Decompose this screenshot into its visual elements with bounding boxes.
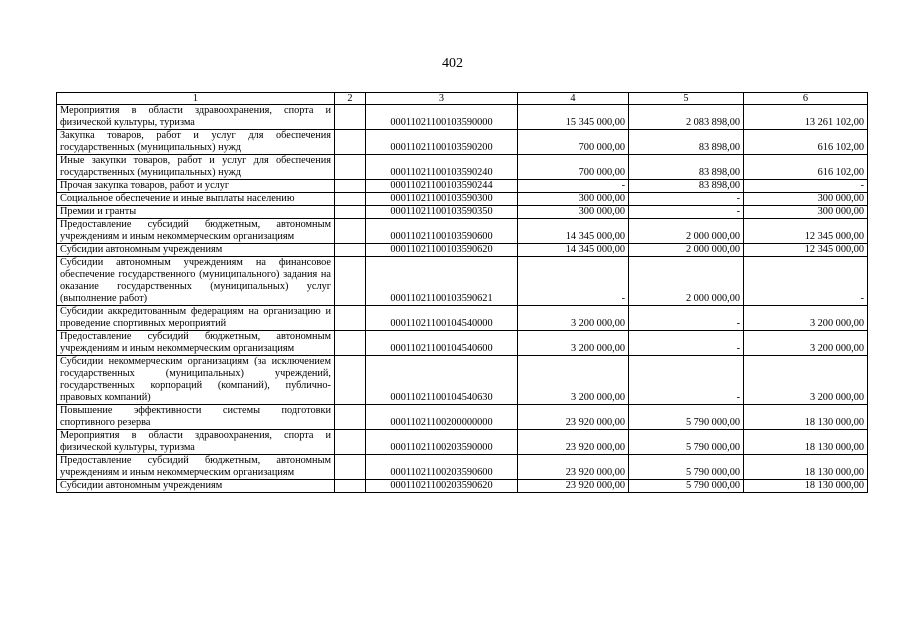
header-cell-6: 6 [744, 93, 868, 105]
row-code [335, 356, 366, 405]
row-value-col6: 616 102,00 [744, 130, 868, 155]
row-value-col6: 18 130 000,00 [744, 480, 868, 493]
row-value-col6: 616 102,00 [744, 155, 868, 180]
row-description: Субсидии автономным учреждениям [57, 244, 335, 257]
row-code [335, 155, 366, 180]
row-code [335, 105, 366, 130]
table-row [57, 331, 868, 356]
row-budget-code: 00011021100103590240 [366, 155, 518, 180]
row-value-col4: 3 200 000,00 [518, 356, 629, 405]
row-value-col5: - [629, 356, 744, 405]
row-budget-code: 00011021100104540600 [366, 331, 518, 356]
table-row [57, 455, 868, 480]
row-description: Субсидии автономным учреждениям [57, 480, 335, 493]
table-row [57, 193, 868, 206]
row-value-col4: 300 000,00 [518, 206, 629, 219]
row-value-col6: 3 200 000,00 [744, 306, 868, 331]
row-budget-code: 00011021100103590000 [366, 105, 518, 130]
row-description: Иные закупки товаров, работ и услуг для обеспечения государственных (муниципальных) нужд [57, 155, 335, 180]
table-row [57, 306, 868, 331]
row-code [335, 193, 366, 206]
row-code [335, 455, 366, 480]
header-row [57, 93, 868, 105]
row-budget-code: 00011021100104540000 [366, 306, 518, 331]
row-value-col5: 5 790 000,00 [629, 455, 744, 480]
row-value-col4: 14 345 000,00 [518, 219, 629, 244]
row-description: Премии и гранты [57, 206, 335, 219]
header-cell-1: 1 [57, 93, 335, 105]
row-value-col5: 83 898,00 [629, 180, 744, 193]
row-description: Мероприятия в области здравоохранения, спорта и физической культуры, туризма [57, 430, 335, 455]
row-value-col4: 14 345 000,00 [518, 244, 629, 257]
row-description: Предоставление субсидий бюджетным, автономным учреждениям и иным некоммерческим организациям [57, 219, 335, 244]
row-code [335, 244, 366, 257]
row-code [335, 219, 366, 244]
row-description: Мероприятия в области здравоохранения, спорта и физической культуры, туризма [57, 105, 335, 130]
row-value-col4: - [518, 180, 629, 193]
row-value-col5: - [629, 206, 744, 219]
table-row [57, 244, 868, 257]
table-row [57, 155, 868, 180]
row-code [335, 206, 366, 219]
row-budget-code: 00011021100103590300 [366, 193, 518, 206]
row-value-col5: 83 898,00 [629, 130, 744, 155]
row-value-col5: 2 000 000,00 [629, 244, 744, 257]
row-budget-code: 00011021100203590620 [366, 480, 518, 493]
row-value-col5: - [629, 193, 744, 206]
table-row [57, 130, 868, 155]
row-value-col6: 12 345 000,00 [744, 244, 868, 257]
row-code [335, 331, 366, 356]
table-row [57, 105, 868, 130]
row-value-col6: 300 000,00 [744, 206, 868, 219]
row-value-col6: - [744, 257, 868, 306]
page-number: 402 [442, 56, 463, 71]
row-value-col4: 700 000,00 [518, 155, 629, 180]
row-description: Закупка товаров, работ и услуг для обеспечения государственных (муниципальных) нужд [57, 130, 335, 155]
row-value-col5: 2 083 898,00 [629, 105, 744, 130]
row-value-col5: 2 000 000,00 [629, 219, 744, 244]
row-budget-code: 00011021100203590600 [366, 455, 518, 480]
header-cell-3: 3 [366, 93, 518, 105]
row-description: Субсидии автономным учреждениям на финансовое обеспечение государственного (муниципального) задания на оказание государственных (муниципальных) услуг (выполнение работ) [57, 257, 335, 306]
row-description: Субсидии аккредитованным федерациям на организацию и проведение спортивных мероприятий [57, 306, 335, 331]
row-budget-code: 00011021100103590620 [366, 244, 518, 257]
row-description: Субсидии некоммерческим организациям (за исключением государственных (муниципальных) учреждений, государственных корпораций (компаний), публично-правовых компаний) [57, 356, 335, 405]
table-row [57, 480, 868, 493]
row-budget-code: 00011021100103590244 [366, 180, 518, 193]
row-value-col5: 5 790 000,00 [629, 430, 744, 455]
row-budget-code: 00011021100200000000 [366, 405, 518, 430]
row-value-col4: 3 200 000,00 [518, 331, 629, 356]
row-value-col4: 700 000,00 [518, 130, 629, 155]
row-description: Социальное обеспечение и иные выплаты населению [57, 193, 335, 206]
row-code [335, 430, 366, 455]
budget-table [56, 92, 868, 493]
row-value-col5: - [629, 306, 744, 331]
row-value-col5: - [629, 331, 744, 356]
row-description: Предоставление субсидий бюджетным, автономным учреждениям и иным некоммерческим организациям [57, 455, 335, 480]
row-value-col4: - [518, 257, 629, 306]
table-row [57, 430, 868, 455]
row-budget-code: 00011021100103590200 [366, 130, 518, 155]
header-cell-2: 2 [335, 93, 366, 105]
row-description: Повышение эффективности системы подготовки спортивного резерва [57, 405, 335, 430]
row-budget-code: 00011021100103590350 [366, 206, 518, 219]
header-cell-5: 5 [629, 93, 744, 105]
row-value-col4: 300 000,00 [518, 193, 629, 206]
row-code [335, 257, 366, 306]
row-budget-code: 00011021100104540630 [366, 356, 518, 405]
row-description: Предоставление субсидий бюджетным, автономным учреждениям и иным некоммерческим организациям [57, 331, 335, 356]
row-value-col6: 13 261 102,00 [744, 105, 868, 130]
table-row [57, 405, 868, 430]
row-budget-code: 00011021100103590600 [366, 219, 518, 244]
table-row [57, 206, 868, 219]
row-code [335, 405, 366, 430]
row-code [335, 180, 366, 193]
table-row [57, 257, 868, 306]
row-code [335, 306, 366, 331]
row-code [335, 130, 366, 155]
row-value-col6: 12 345 000,00 [744, 219, 868, 244]
row-value-col4: 3 200 000,00 [518, 306, 629, 331]
row-value-col4: 23 920 000,00 [518, 480, 629, 493]
row-value-col4: 15 345 000,00 [518, 105, 629, 130]
row-value-col6: - [744, 180, 868, 193]
row-value-col6: 3 200 000,00 [744, 331, 868, 356]
row-value-col6: 18 130 000,00 [744, 405, 868, 430]
row-budget-code: 00011021100103590621 [366, 257, 518, 306]
table-row [57, 356, 868, 405]
table-body [57, 105, 868, 493]
row-value-col4: 23 920 000,00 [518, 405, 629, 430]
row-value-col4: 23 920 000,00 [518, 430, 629, 455]
row-value-col6: 3 200 000,00 [744, 356, 868, 405]
table-row [57, 219, 868, 244]
row-budget-code: 00011021100203590000 [366, 430, 518, 455]
row-value-col5: 2 000 000,00 [629, 257, 744, 306]
row-value-col6: 18 130 000,00 [744, 455, 868, 480]
row-value-col6: 18 130 000,00 [744, 430, 868, 455]
row-value-col5: 5 790 000,00 [629, 480, 744, 493]
row-code [335, 480, 366, 493]
table-row [57, 180, 868, 193]
row-value-col4: 23 920 000,00 [518, 455, 629, 480]
row-value-col5: 5 790 000,00 [629, 405, 744, 430]
row-description: Прочая закупка товаров, работ и услуг [57, 180, 335, 193]
row-value-col5: 83 898,00 [629, 155, 744, 180]
row-value-col6: 300 000,00 [744, 193, 868, 206]
header-cell-4: 4 [518, 93, 629, 105]
